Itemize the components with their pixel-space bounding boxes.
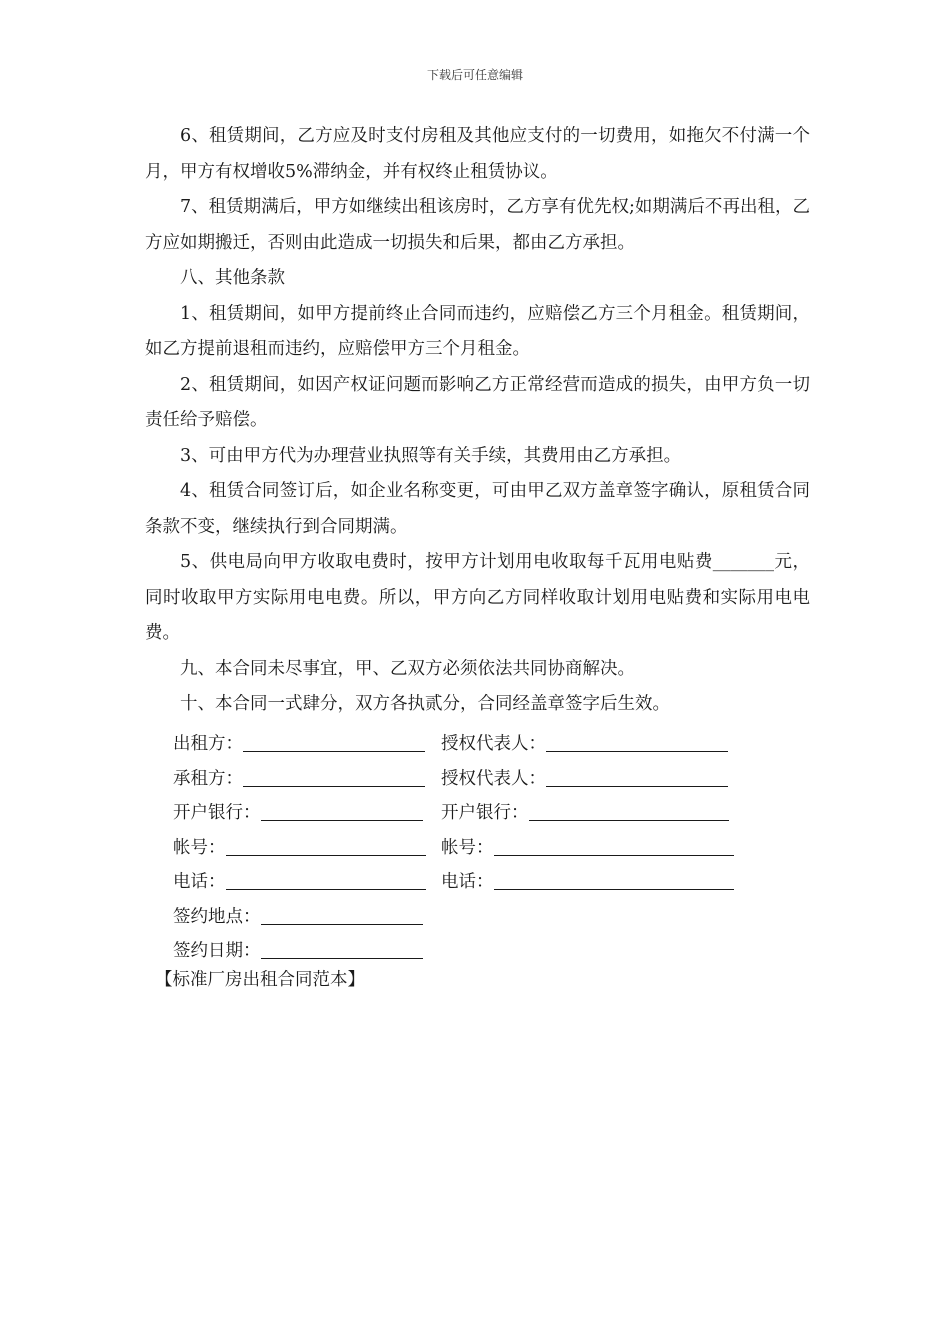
- clause-8-2-property-title: 2、租赁期间，如因产权证问题而影响乙方正常经营而造成的损失，由甲方负一切责任给予赔偿。: [145, 374, 810, 430]
- signature-row-lessor: [173, 727, 793, 762]
- lessor-label: 出租方：: [173, 734, 243, 754]
- lessee-bank-label: 开户银行：: [441, 803, 529, 823]
- lessor-account-label: 帐号：: [173, 837, 226, 858]
- lessee-phone-blank[interactable]: [494, 867, 734, 890]
- lessor-phone-blank[interactable]: [226, 867, 426, 890]
- lessee-rep-label: 授权代表人：: [441, 768, 546, 789]
- lessee-account-blank[interactable]: [494, 833, 734, 856]
- lessor-account-blank[interactable]: [226, 833, 426, 856]
- lessor-rep-blank[interactable]: [546, 729, 728, 752]
- section-8-heading: 八、其他条款: [180, 268, 285, 288]
- lessee-account-label: 帐号：: [441, 837, 494, 858]
- section-10: 十、本合同一式肆分，双方各执贰分，合同经盖章签字后生效。: [180, 694, 670, 714]
- signature-row-account: [173, 831, 793, 866]
- lessee-phone-label: 电话：: [441, 872, 494, 892]
- lessee-bank-blank[interactable]: [529, 798, 729, 821]
- document-title-footer: 【标准厂房出租合同范本】: [155, 970, 365, 990]
- signature-row-location: [173, 900, 793, 935]
- clause-6-rent-payment: 6、租赁期间，乙方应及时支付房租及其他应支付的一切费用，如拖欠不付满一个月，甲方有权增收5%滞纳金，并有权终止租赁协议。: [145, 126, 810, 182]
- clause-8-5-electricity: 5、供电局向甲方收取电费时，按甲方计划用电收取每千瓦用电贴费_______元，同时收取甲方实际用电电费。所以，甲方向乙方同样收取计划用电贴费和实际用电电费。: [145, 552, 810, 643]
- signing-location-blank[interactable]: [261, 902, 423, 925]
- clause-8-4-name-change: 4、租赁合同签订后，如企业名称变更，可由甲乙双方盖章签字确认，原租赁合同条款不变，继续执行到合同期满。: [145, 481, 810, 537]
- contract-body: [145, 119, 810, 723]
- lessor-rep-label: 授权代表人：: [441, 734, 546, 754]
- signature-row-lessee: [173, 762, 793, 797]
- lessee-rep-blank[interactable]: [546, 764, 728, 787]
- signature-row-phone: [173, 865, 793, 900]
- signing-date-label: 签约日期：: [173, 941, 261, 961]
- lessor-blank[interactable]: [243, 729, 425, 752]
- lessor-phone-label: 电话：: [173, 872, 226, 892]
- clause-8-1-early-termination: 1、租赁期间，如甲方提前终止合同而违约，应赔偿乙方三个月租金。租赁期间，如乙方提前退租而违约，应赔偿甲方三个月租金。: [145, 303, 810, 359]
- lessee-label: 承租方：: [173, 768, 243, 789]
- clause-8-3-business-license: 3、可由甲方代为办理营业执照等有关手续，其费用由乙方承担。: [180, 445, 682, 466]
- section-9: 九、本合同未尽事宜，甲、乙双方必须依法共同协商解决。: [180, 658, 635, 679]
- signature-row-date: [173, 934, 793, 969]
- lessee-blank[interactable]: [243, 764, 425, 787]
- lessor-bank-label: 开户银行：: [173, 803, 261, 823]
- signature-block: [173, 727, 793, 969]
- lessor-bank-blank[interactable]: [261, 798, 423, 821]
- signature-row-bank: [173, 796, 793, 831]
- signing-location-label: 签约地点：: [173, 906, 261, 927]
- signing-date-blank[interactable]: [261, 936, 423, 959]
- page-header: 下载后可任意编辑: [426, 68, 523, 82]
- clause-7-renewal-priority: 7、租赁期满后，甲方如继续出租该房时，乙方享有优先权;如期满后不再出租，乙方应如期搬迁，否则由此造成一切损失和后果，都由乙方承担。: [145, 197, 810, 253]
